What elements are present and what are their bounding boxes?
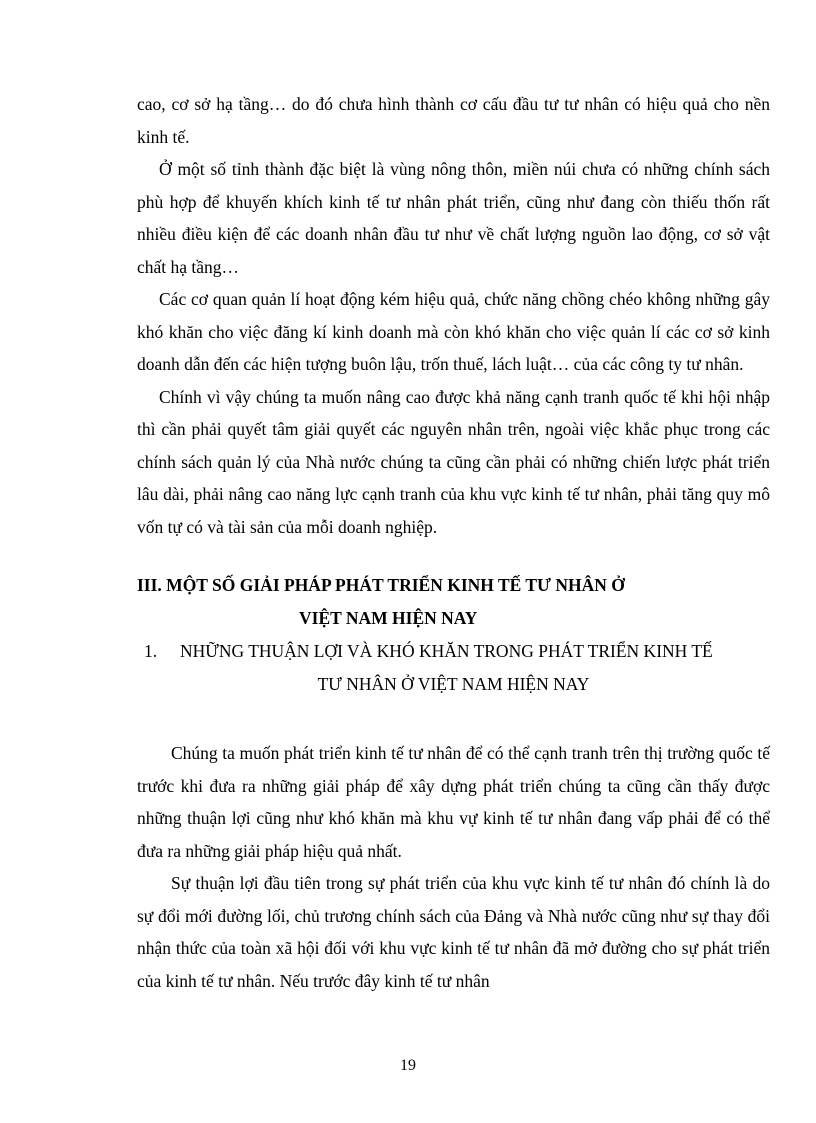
sub-heading-line1: NHỮNG THUẬN LỢI VÀ KHÓ KHĂN TRONG PHÁT TRIỂN KINH TẾ <box>180 641 713 661</box>
section-heading-line2: VIỆT NAM HIỆN NAY <box>299 608 478 628</box>
section-heading-line1: III. MỘT SỐ GIẢI PHÁP PHÁT TRIỂN KINH TẾ TƯ NHÂN Ở <box>137 575 625 595</box>
sub-heading <box>137 635 770 701</box>
paragraph-competitiveness: Chính vì vậy chúng ta muốn nâng cao được khả năng cạnh tranh quốc tế khi hội nhập thì cần phải quyết tâm giải quyết các nguyên nhân trên, ngoài việc khắc phục trong các chính sách quản lý của Nhà nước chúng ta cũng cần phải có những chiến lược phát triển lâu dài, phải nâng cao năng lực cạnh tranh của khu vực kinh tế tư nhân, phải tăng quy mô vốn tự có và tài sản của mỗi doanh nghiệp. <box>137 386 770 537</box>
sub-heading-line2: TƯ NHÂN Ở VIỆT NAM HIỆN NAY <box>317 674 590 694</box>
sub-heading-number: 1. <box>144 641 158 661</box>
page-number: 19 <box>400 1057 416 1074</box>
section-heading-block <box>137 569 770 701</box>
paragraph-first-advantage: Sự thuận lợi đầu tiên trong sự phát triển của khu vực kinh tế tư nhân đó chính là do sự đổi mới đường lối, chủ trương chính sách của Đảng và Nhà nước cũng như sự thay đổi nhận thức của toàn xã hội đối với khu vực kinh tế tư nhân đã mở đường cho sự phát triển của kinh tế tư nhân. Nếu trước đây kinh tế tư nhân <box>137 873 770 991</box>
paragraph-rural-policy: Ở một số tỉnh thành đặc biệt là vùng nông thôn, miền núi chưa có những chính sách phù hợp để khuyến khích kinh tế tư nhân phát triển, cũng như đang còn thiếu thốn rất nhiều điều kiện để các doanh nhân đầu tư như về chất lượng nguồn lao động, cơ sở vật chất hạ tầng… <box>137 159 770 277</box>
paragraph-management-agencies: Các cơ quan quản lí hoạt động kém hiệu quả, chức năng chồng chéo không những gây khó khăn cho việc đăng kí kinh doanh mà còn khó khăn cho việc quản lí các cơ sở kinh doanh dẫn đến các hiện tượng buôn lậu, trốn thuế, lách luật… của các công ty tư nhân. <box>137 289 770 374</box>
page-body <box>137 88 770 997</box>
section-heading <box>137 569 770 635</box>
section-body <box>137 737 770 997</box>
paragraph-continued: cao, cơ sở hạ tầng… do đó chưa hình thành cơ cấu đầu tư tư nhân có hiệu quả cho nền kinh tế. <box>137 94 770 147</box>
paragraph-advantages-intro: Chúng ta muốn phát triển kinh tế tư nhân để có thể cạnh tranh trên thị trường quốc tế trước khi đưa ra những giải pháp để xây dựng phát triển chúng ta cũng cần thấy được những thuận lợi cũng như khó khăn mà khu vự kinh tế tư nhân đang vấp phải để có thể đưa ra những giải pháp hiệu quả nhất. <box>137 743 770 861</box>
